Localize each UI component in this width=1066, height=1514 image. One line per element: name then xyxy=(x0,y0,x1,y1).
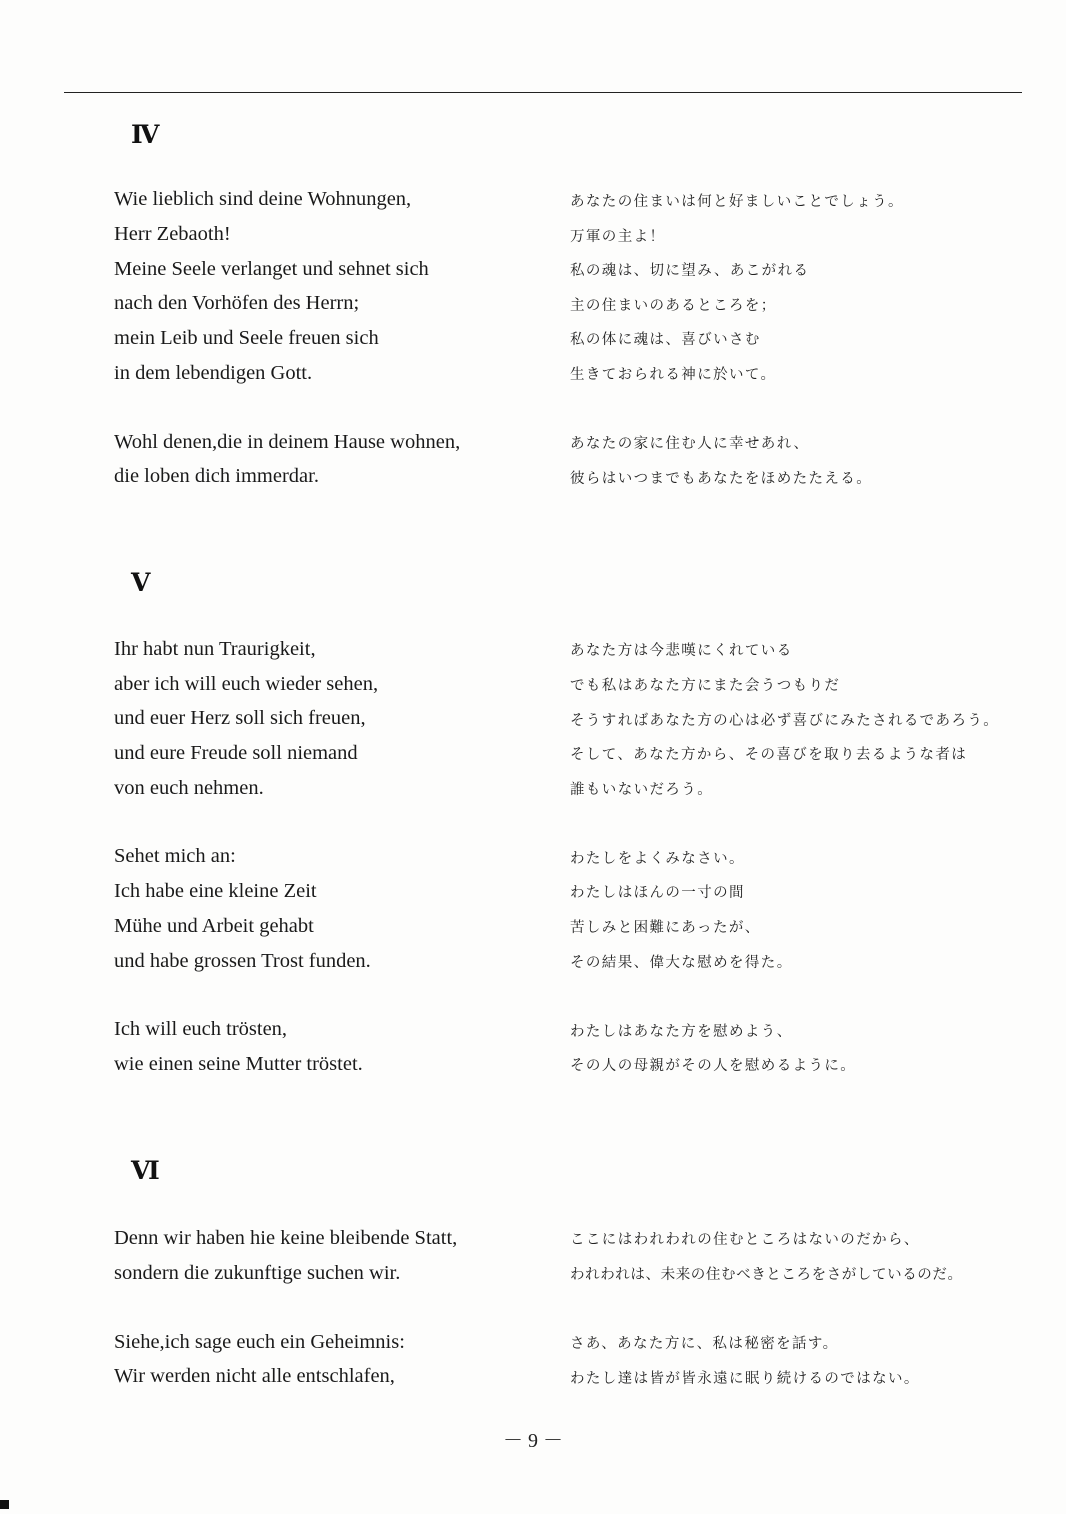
german-line: die loben dich immerdar. xyxy=(114,465,319,487)
japanese-line: 私の体に魂は、喜びいさむ xyxy=(570,332,761,348)
japanese-line: わたしはほんの一寸の間 xyxy=(570,885,745,901)
german-line: und habe grossen Trost funden. xyxy=(114,950,371,972)
german-line: wie einen seine Mutter tröstet. xyxy=(114,1053,363,1075)
scan-corner-mark xyxy=(0,1500,9,1509)
japanese-line: その人の母親がその人を慰めるように。 xyxy=(570,1058,857,1074)
german-line: sondern die zukunftige suchen wir. xyxy=(114,1262,401,1284)
german-line: und euer Herz soll sich freuen, xyxy=(114,707,366,729)
german-line: Denn wir haben hie keine bleibende Statt, xyxy=(114,1227,458,1249)
japanese-line: あなたの家に住む人に幸せあれ、 xyxy=(570,436,810,452)
section-heading-iv: Ⅳ xyxy=(131,120,159,149)
japanese-line: 私の魂は、切に望み、あこがれる xyxy=(570,263,810,279)
german-line: Meine Seele verlanget und sehnet sich xyxy=(114,258,429,280)
japanese-line: その結果、偉大な慰めを得た。 xyxy=(570,955,793,971)
japanese-line: さあ、あなた方に、私は秘密を話す。 xyxy=(570,1336,839,1352)
german-line: von euch nehmen. xyxy=(114,777,264,799)
japanese-line: 彼らはいつまでもあなたをほめたたえる。 xyxy=(570,471,873,487)
german-line: Wir werden nicht alle entschlafen, xyxy=(114,1365,395,1387)
german-line: Ich will euch trösten, xyxy=(114,1018,288,1040)
german-line: Ihr habt nun Traurigkeit, xyxy=(114,638,316,660)
japanese-line: 生きておられる神に於いて。 xyxy=(570,367,777,383)
german-line: Wie lieblich sind deine Wohnungen, xyxy=(114,188,412,210)
german-line: aber ich will euch wieder sehen, xyxy=(114,673,379,695)
top-rule xyxy=(64,92,1022,93)
german-line: mein Leib und Seele freuen sich xyxy=(114,327,379,349)
japanese-line: ここにはわれわれの住むところはないのだから、 xyxy=(570,1232,920,1248)
japanese-line: われわれは、未来の住むべきところをさがしているのだ。 xyxy=(570,1267,963,1283)
german-line: und eure Freude soll niemand xyxy=(114,742,358,764)
japanese-line: あなたの住まいは何と好ましいことでしょう。 xyxy=(570,194,904,210)
japanese-line: 主の住まいのあるところを； xyxy=(570,298,777,314)
german-line: nach den Vorhöfen des Herrn; xyxy=(114,292,360,314)
german-line: Herr Zebaoth! xyxy=(114,223,231,245)
japanese-line: そして、あなた方から、その喜びを取り去るような者は xyxy=(570,747,968,763)
japanese-line: そうすればあなた方の心は必ず喜びにみたされるであろう。 xyxy=(570,713,1000,729)
japanese-line: わたしはあなた方を慰めよう、 xyxy=(570,1024,793,1040)
japanese-line: あなた方は今悲嘆にくれている xyxy=(570,643,793,659)
section-heading-vi: Ⅵ xyxy=(131,1156,159,1185)
german-line: Mühe und Arbeit gehabt xyxy=(114,915,314,937)
german-line: in dem lebendigen Gott. xyxy=(114,362,313,384)
page-number: － 9 － xyxy=(503,1430,563,1452)
section-heading-v: Ⅴ xyxy=(131,568,150,597)
german-line: Wohl denen,die in deinem Hause wohnen, xyxy=(114,431,461,453)
german-line: Siehe,ich sage euch ein Geheimnis: xyxy=(114,1331,405,1353)
japanese-line: 万軍の主よ！ xyxy=(570,229,666,245)
japanese-line: わたしをよくみなさい。 xyxy=(570,851,745,867)
german-line: Ich habe eine kleine Zeit xyxy=(114,880,317,902)
japanese-line: 苦しみと困難にあったが、 xyxy=(570,920,761,936)
japanese-line: 誰もいないだろう。 xyxy=(570,782,714,798)
japanese-line: でも私はあなた方にまた会うつもりだ xyxy=(570,678,841,694)
japanese-line: わたし達は皆が皆永遠に眠り続けるのではない。 xyxy=(570,1371,920,1387)
german-line: Sehet mich an: xyxy=(114,845,236,867)
